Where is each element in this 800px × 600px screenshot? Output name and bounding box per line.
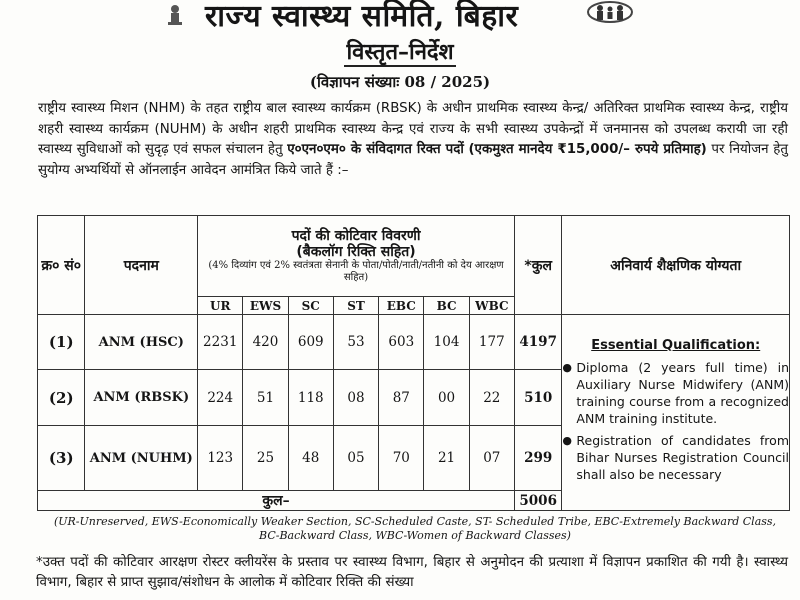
cell-ebc: 603: [379, 315, 424, 370]
org-name: राज्य स्वास्थ्य समिति, बिहार: [205, 0, 519, 34]
cell-total: 299: [514, 426, 561, 491]
cell-wbc: 177: [469, 315, 514, 370]
cat-wbc: WBC: [469, 297, 514, 315]
row-sl: (2): [38, 370, 85, 426]
cell-ews: 25: [243, 426, 288, 491]
cell-ur: 224: [198, 370, 243, 426]
cell-ebc: 70: [379, 426, 424, 491]
col-header-total: *कुल: [514, 216, 561, 315]
col-header-qualification: अनिवार्य शैक्षणिक योग्यता: [562, 216, 790, 315]
cell-bc: 104: [424, 315, 469, 370]
qualification-item: ● Registration of candidates from Bihar Nurses Registration Council shall also be necessary: [562, 432, 789, 482]
cat-ebc: EBC: [379, 297, 424, 315]
cell-total: 510: [514, 370, 561, 426]
row-sl: (3): [38, 426, 85, 491]
cell-sc: 48: [288, 426, 333, 491]
intro-bold-posts: ए०एन०एम० के संविदागत रिक्त पदों: [287, 142, 464, 157]
qualification-item: ● Diploma (2 years full time) in Auxiliary Nurse Midwifery (ANM) training course from a recognized ANM training institute.: [562, 359, 789, 426]
row-sl: (1): [38, 315, 85, 370]
advertisement-number: (विज्ञापन संख्याः 08 / 2025): [309, 73, 491, 91]
family-health-logo-icon: [585, 0, 635, 24]
row-post: ANM (HSC): [85, 315, 198, 370]
table-row: [38, 315, 790, 370]
cell-st: 53: [333, 315, 378, 370]
cell-wbc: 07: [469, 426, 514, 491]
intro-bold-honorarium: (एकमुश्त मानदेय ₹15,000/– रुपये प्रतिमाह): [468, 142, 707, 157]
cell-st: 08: [333, 370, 378, 426]
cell-sc: 609: [288, 315, 333, 370]
qualification-heading: Essential Qualification:: [591, 337, 761, 353]
page-subtitle: विस्तृत–निर्देश: [346, 39, 454, 65]
state-emblem-icon: [162, 2, 188, 28]
qualification-cell: [562, 315, 790, 511]
grand-total-value: 5006: [514, 491, 561, 511]
cell-total: 4197: [514, 315, 561, 370]
cat-sc: SC: [288, 297, 333, 315]
intro-paragraph: राष्ट्रीय स्वास्थ्य मिशन (NHM) के तहत राष्ट्रीय बाल स्वास्थ्य कार्यक्रम (RBSK) के अधीन प्राथमिक स्वास्थ्य केन्द्र/ अतिरिक्त प्राथमिक स्वास्थ्य केन्द्र, राष्ट्रीय शहरी स्वास्थ्य कार्यक्रम (NUHM) के अधीन शहरी प्राथमिक स्वास्थ्य केन्द्र एवं राज्य के सभी स्वास्थ्य उपकेन्द्रों में जनमानस को उपलब्ध करायी जा रही स्वास्थ्य सुविधाओं को सुदृढ़ एवं सफल संचालन हेतु ए०एन०एम० के संविदागत रिक्त पदों (एकमुश्त मानदेय ₹15,000/– रुपये प्रतिमाह) पर नियोजन हेतु सुयोग्य अभ्यर्थियों से ऑनलाईन आवेदन आमंत्रित किये जाते हैं :–: [38, 101, 788, 178]
cell-bc: 21: [424, 426, 469, 491]
cell-st: 05: [333, 426, 378, 491]
col-header-post: पदनाम: [85, 216, 198, 315]
bullet-icon: ●: [562, 433, 573, 447]
cat-ur: UR: [198, 297, 243, 315]
cell-ur: 123: [198, 426, 243, 491]
row-post: ANM (RBSK): [85, 370, 198, 426]
grand-total-label: कुल–: [38, 491, 515, 511]
cell-sc: 118: [288, 370, 333, 426]
page-header: [0, 0, 800, 32]
cell-ebc: 87: [379, 370, 424, 426]
cat-ews: EWS: [243, 297, 288, 315]
cell-bc: 00: [424, 370, 469, 426]
cell-ews: 420: [243, 315, 288, 370]
col-header-category-group: पदों की कोटिवार विवरणी (बैकलॉग रिक्ति सहित) (4% दिव्यांग एवं 2% स्वतंत्रता सेनानी के पोता/पोती/नाती/नतीनी को देय आरक्षण सहित): [198, 216, 515, 297]
cat-st: ST: [333, 297, 378, 315]
footnote: *उक्त पदों की कोटिवार आरक्षण रोस्टर क्लीयरेंस के प्रस्ताव पर स्वास्थ्य विभाग, बिहार से अनुमोदन की प्रत्याशा में विज्ञापन प्रकाशित की गयी है। स्वास्थ्य विभाग, बिहार से प्राप्त सुझाव/संशोधन के आलोक में कोटिवार रिक्ति की संख्या: [36, 555, 788, 590]
bullet-icon: ●: [562, 360, 573, 374]
row-post: ANM (NUHM): [85, 426, 198, 491]
col-header-sl: क्र० सं०: [38, 216, 85, 315]
abbreviation-legend: (UR-Unreserved, EWS-Economically Weaker Section, SC-Scheduled Caste, ST- Scheduled Tribe, EBC-Extremely Backward Class, BC-Backward Class, WBC-Women of Backward Classes): [53, 515, 777, 542]
cell-wbc: 22: [469, 370, 514, 426]
cell-ur: 2231: [198, 315, 243, 370]
vacancy-table: [37, 215, 790, 511]
cell-ews: 51: [243, 370, 288, 426]
cat-bc: BC: [424, 297, 469, 315]
